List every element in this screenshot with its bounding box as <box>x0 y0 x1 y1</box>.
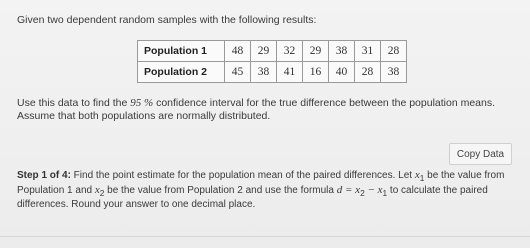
math-subscript: 2 <box>360 188 365 198</box>
question-text <box>17 97 522 123</box>
row-label: Population 2 <box>138 62 225 83</box>
step-instructions <box>17 169 522 211</box>
math-var: x <box>414 169 420 181</box>
math-var: x <box>94 184 100 196</box>
step-text: be the value from Population 2 and use the formula <box>104 185 337 196</box>
divider <box>0 236 530 237</box>
table-cell: 38 <box>329 41 355 62</box>
step-text: Find the point estimate for the population mean of the paired differences. Let <box>70 170 415 181</box>
intro-text: Given two dependent random samples with the following results: <box>17 14 317 26</box>
table-cell: 48 <box>225 41 251 62</box>
table-cell: 29 <box>303 41 329 62</box>
table-cell: 16 <box>303 62 329 83</box>
formula: d = x <box>336 184 361 196</box>
table-row <box>138 41 407 62</box>
table-cell: 28 <box>355 62 381 83</box>
question-part: confidence interval for the true difference between the population means. Assume that both populations are normally distributed. <box>17 97 496 122</box>
step-text: to calculate the paired differences. Round your answer to one decimal place. <box>17 185 488 210</box>
table-row <box>138 62 407 83</box>
math-subscript: 1 <box>382 188 388 198</box>
table-cell: 28 <box>381 41 407 62</box>
row-label: Population 1 <box>138 41 225 62</box>
table-cell: 40 <box>329 62 355 83</box>
table-cell: 38 <box>381 62 407 83</box>
data-table <box>137 40 407 83</box>
formula: − x <box>364 184 383 196</box>
math-subscript: 1 <box>419 173 425 183</box>
table-cell: 32 <box>277 41 303 62</box>
copy-data-button[interactable]: Copy Data <box>449 143 512 165</box>
step-label: Step 1 of 4: <box>17 170 71 181</box>
step-text: be the value from Population 1 and <box>17 170 505 196</box>
question-part: Use this data to find the <box>17 97 131 109</box>
confidence-level: 95 % <box>130 97 154 109</box>
table-cell: 45 <box>225 62 251 83</box>
table-cell: 29 <box>251 41 277 62</box>
math-subscript: 2 <box>99 188 105 198</box>
table-cell: 31 <box>355 41 381 62</box>
table-cell: 38 <box>251 62 277 83</box>
table-cell: 41 <box>277 62 303 83</box>
